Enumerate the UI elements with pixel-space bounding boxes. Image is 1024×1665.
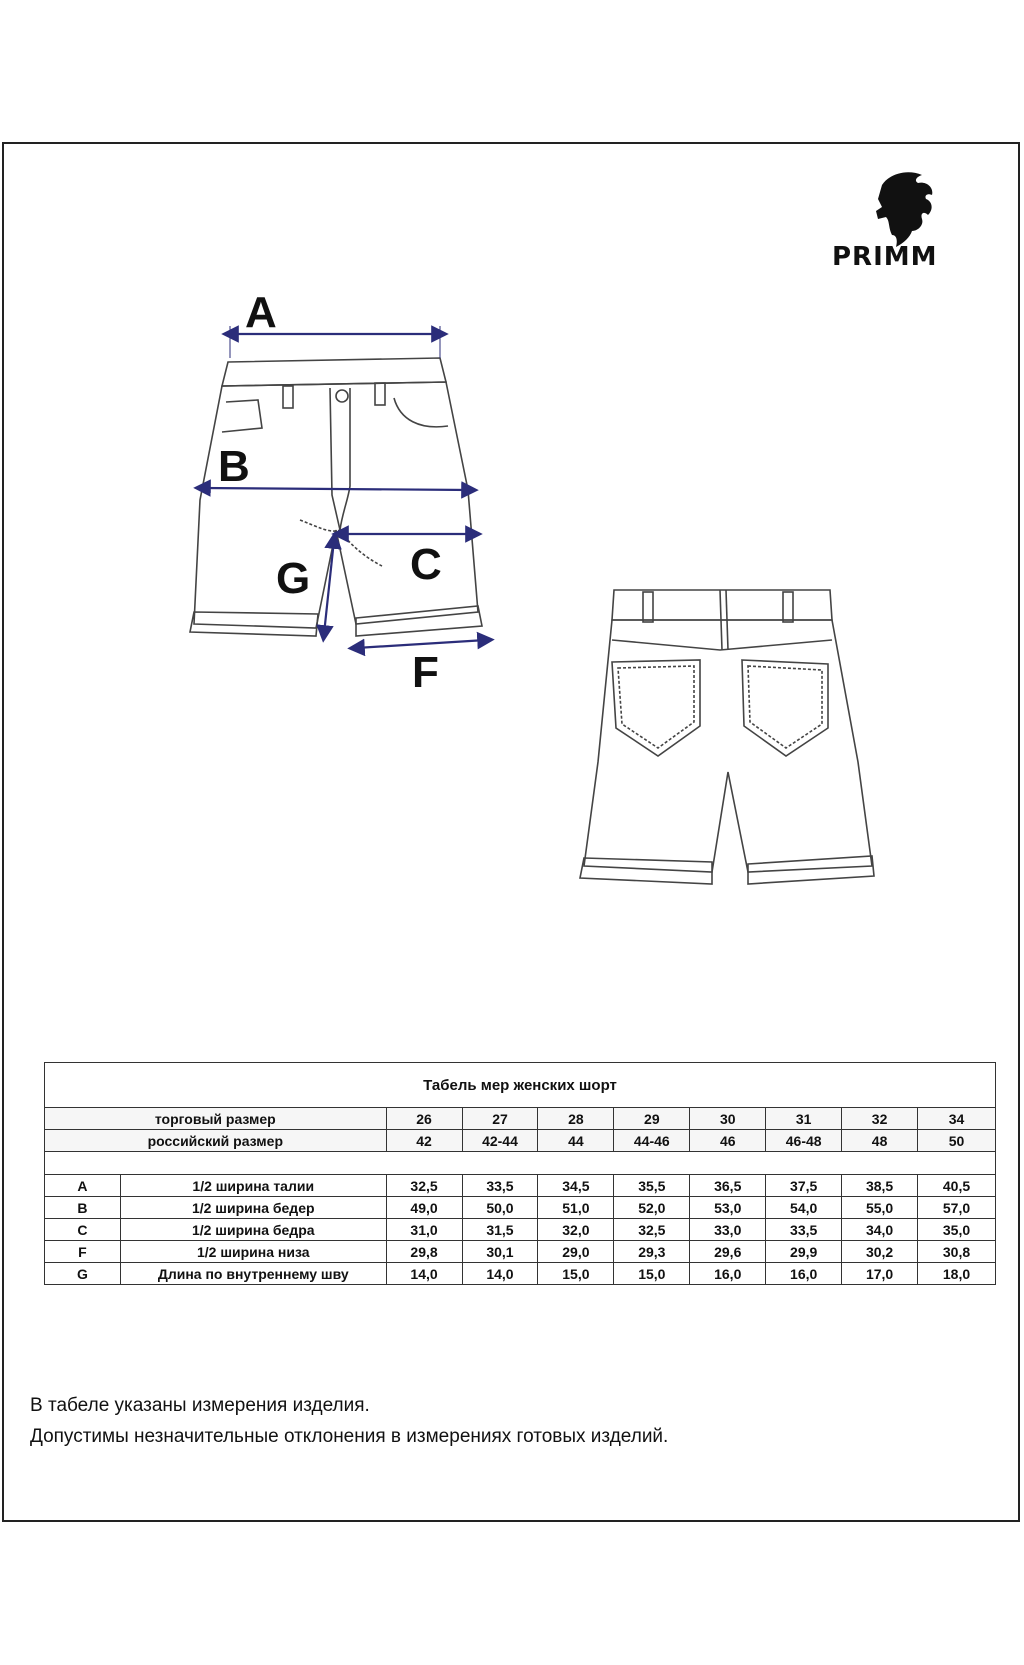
arrow-f	[356, 640, 486, 648]
measurement-value: 33,5	[462, 1175, 538, 1197]
size-cell: 46-48	[766, 1130, 842, 1152]
measurement-row	[45, 1241, 996, 1263]
label-f: F	[412, 648, 439, 697]
spacer-cell	[45, 1152, 996, 1175]
measurement-value: 15,0	[614, 1263, 690, 1285]
size-cell: 34	[918, 1108, 996, 1130]
size-row	[45, 1130, 996, 1152]
measurement-value: 29,9	[766, 1241, 842, 1263]
measurement-value: 30,2	[842, 1241, 918, 1263]
measurement-value: 52,0	[614, 1197, 690, 1219]
size-row-label: торговый размер	[45, 1108, 387, 1130]
measurement-code: A	[45, 1175, 121, 1197]
size-cell: 28	[538, 1108, 614, 1130]
measurement-value: 54,0	[766, 1197, 842, 1219]
measurement-row	[45, 1219, 996, 1241]
measurement-code: C	[45, 1219, 121, 1241]
label-b: B	[218, 442, 250, 491]
measurement-value: 32,0	[538, 1219, 614, 1241]
measurement-value: 57,0	[918, 1197, 996, 1219]
size-cell: 42	[386, 1130, 462, 1152]
measurement-value: 29,3	[614, 1241, 690, 1263]
measurement-value: 30,8	[918, 1241, 996, 1263]
measurement-row	[45, 1263, 996, 1285]
table-title: Табель мер женских шорт	[45, 1063, 996, 1108]
measurement-value: 18,0	[918, 1263, 996, 1285]
measurement-value: 15,0	[538, 1263, 614, 1285]
measurement-value: 33,5	[766, 1219, 842, 1241]
arrow-g	[324, 540, 334, 634]
measurement-value: 34,0	[842, 1219, 918, 1241]
measurement-value: 29,0	[538, 1241, 614, 1263]
brand-name: PRIMM	[832, 242, 938, 272]
size-cell: 48	[842, 1130, 918, 1152]
size-cell: 31	[766, 1108, 842, 1130]
measurement-value: 31,0	[386, 1219, 462, 1241]
size-cell: 42-44	[462, 1130, 538, 1152]
size-cell: 27	[462, 1108, 538, 1130]
shorts-front-view	[190, 358, 482, 636]
measurement-value: 16,0	[690, 1263, 766, 1285]
measurement-value: 30,1	[462, 1241, 538, 1263]
size-cell: 44-46	[614, 1130, 690, 1152]
measurement-value: 14,0	[386, 1263, 462, 1285]
size-chart-table	[44, 1062, 996, 1285]
measurement-value: 32,5	[614, 1219, 690, 1241]
size-cell: 46	[690, 1130, 766, 1152]
measurement-name: 1/2 ширина низа	[120, 1241, 386, 1263]
note-line: В табеле указаны измерения изделия.	[30, 1395, 370, 1416]
size-cell: 50	[918, 1130, 996, 1152]
measurement-value: 34,5	[538, 1175, 614, 1197]
measurement-value: 51,0	[538, 1197, 614, 1219]
measurement-value: 16,0	[766, 1263, 842, 1285]
measurement-value: 33,0	[690, 1219, 766, 1241]
spacer-row	[45, 1152, 996, 1175]
measurement-value: 29,6	[690, 1241, 766, 1263]
note-line: Допустимы незначительные отклонения в измерениях готовых изделий.	[30, 1426, 669, 1447]
measurement-value: 32,5	[386, 1175, 462, 1197]
size-cell: 26	[386, 1108, 462, 1130]
size-cell: 30	[690, 1108, 766, 1130]
notes	[30, 1390, 668, 1452]
size-row	[45, 1108, 996, 1130]
measurement-code: G	[45, 1263, 121, 1285]
measurement-value: 35,5	[614, 1175, 690, 1197]
size-row-label: российский размер	[45, 1130, 387, 1152]
measurement-value: 49,0	[386, 1197, 462, 1219]
measurement-code: F	[45, 1241, 121, 1263]
measurement-value: 36,5	[690, 1175, 766, 1197]
measurement-value: 38,5	[842, 1175, 918, 1197]
label-c: C	[410, 540, 442, 589]
measurement-name: 1/2 ширина бедер	[120, 1197, 386, 1219]
measurement-value: 50,0	[462, 1197, 538, 1219]
measurement-value: 17,0	[842, 1263, 918, 1285]
size-cell: 44	[538, 1130, 614, 1152]
measurement-value: 53,0	[690, 1197, 766, 1219]
measurement-value: 55,0	[842, 1197, 918, 1219]
measurement-row	[45, 1175, 996, 1197]
size-cell: 29	[614, 1108, 690, 1130]
measurement-value: 29,8	[386, 1241, 462, 1263]
measurement-value: 40,5	[918, 1175, 996, 1197]
shorts-back-view	[580, 590, 874, 884]
measurement-name: 1/2 ширина талии	[120, 1175, 386, 1197]
measurement-name: 1/2 ширина бедра	[120, 1219, 386, 1241]
measurement-value: 37,5	[766, 1175, 842, 1197]
measurement-row	[45, 1197, 996, 1219]
measurement-value: 31,5	[462, 1219, 538, 1241]
label-g: G	[276, 554, 311, 603]
measurement-value: 14,0	[462, 1263, 538, 1285]
label-a: A	[245, 288, 277, 337]
measurement-code: B	[45, 1197, 121, 1219]
size-cell: 32	[842, 1108, 918, 1130]
measurement-name: Длина по внутреннему шву	[120, 1263, 386, 1285]
measurement-value: 35,0	[918, 1219, 996, 1241]
